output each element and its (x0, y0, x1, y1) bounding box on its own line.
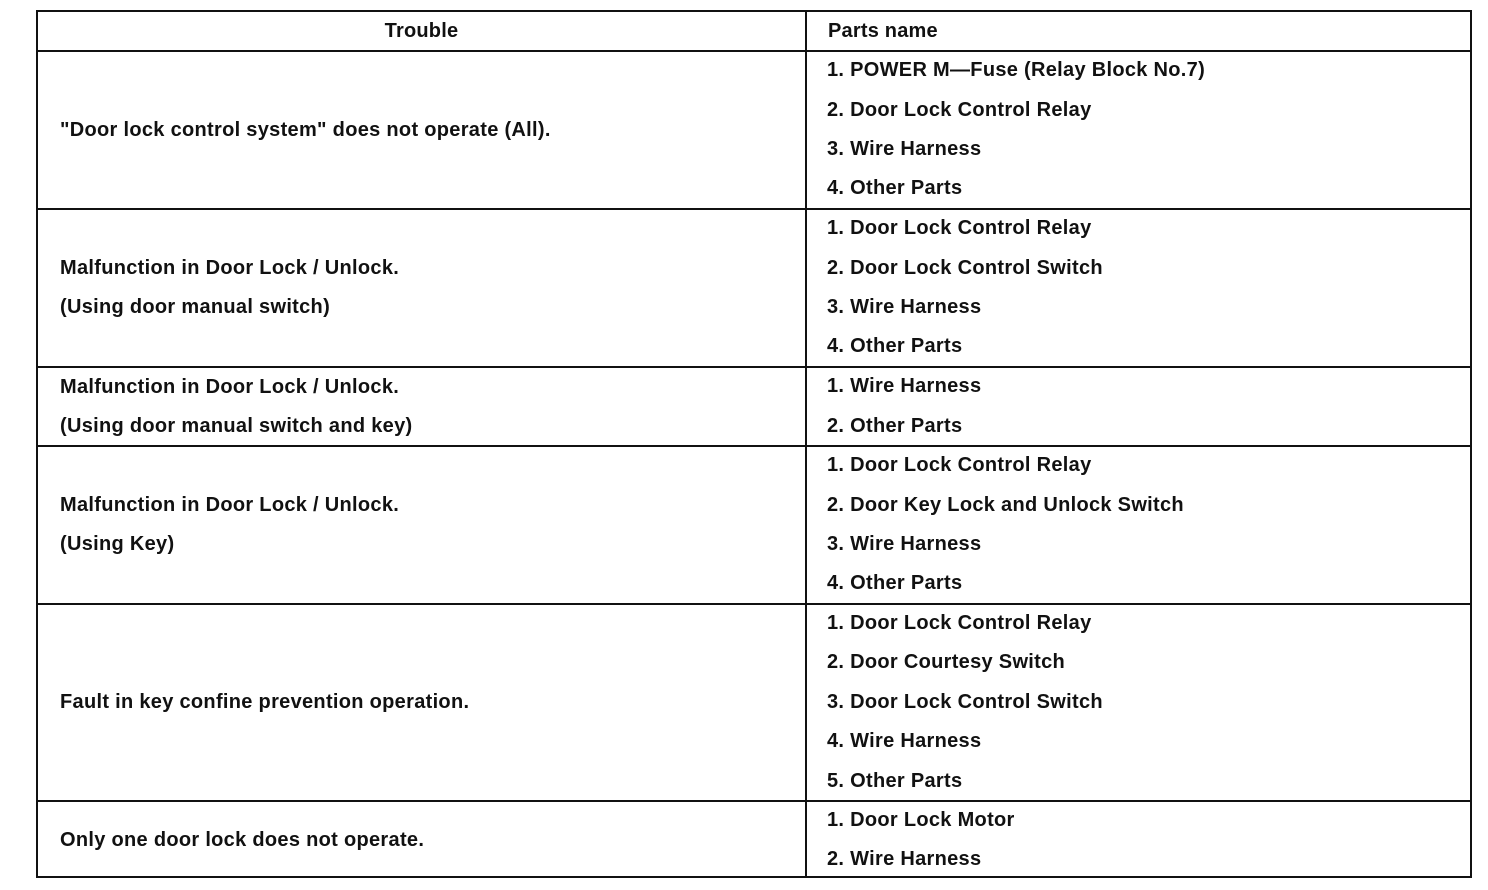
header-parts-name: Parts name (828, 19, 938, 42)
part-item: 2. Door Key Lock and Unlock Switch (827, 493, 1184, 516)
trouble-cell (60, 447, 790, 603)
part-item: 5. Other Parts (827, 769, 963, 792)
table-row (38, 210, 1470, 366)
trouble-text: Malfunction in Door Lock / Unlock. (60, 494, 400, 516)
parts-cell (827, 802, 1457, 878)
part-item: 3. Door Lock Control Switch (827, 690, 1103, 713)
part-item: 1. Door Lock Control Relay (827, 217, 1092, 240)
part-item: 4. Other Parts (827, 572, 963, 595)
table-row (38, 802, 1470, 878)
part-item: 1. Wire Harness (827, 375, 982, 398)
header-trouble: Trouble (384, 19, 459, 42)
parts-cell (827, 368, 1457, 445)
table-row (38, 368, 1470, 445)
trouble-text: "Door lock control system" does not operate (All). (60, 118, 551, 141)
trouble-cell (60, 802, 790, 878)
trouble-text: Malfunction in Door Lock / Unlock. (60, 257, 400, 279)
trouble-cell (60, 605, 790, 800)
trouble-text: Only one door lock does not operate. (60, 828, 425, 851)
part-item: 4. Wire Harness (827, 730, 982, 753)
trouble-text: Fault in key confine prevention operation. (60, 691, 470, 713)
trouble-text: (Using Key) (60, 533, 175, 555)
parts-cell (827, 447, 1457, 603)
part-item: 2. Other Parts (827, 414, 963, 437)
part-item: 4. Other Parts (827, 177, 963, 200)
part-item: 2. Door Lock Control Switch (827, 256, 1103, 279)
trouble-cell (60, 210, 790, 366)
part-item: 1. POWER M—Fuse (Relay Block No.7) (827, 59, 1206, 82)
trouble-text: (Using door manual switch and key) (60, 414, 413, 437)
table-row (38, 605, 1470, 800)
table-row (38, 447, 1470, 603)
part-item: 2. Door Lock Control Relay (827, 98, 1092, 121)
part-item: 4. Other Parts (827, 335, 963, 358)
trouble-cell (60, 52, 790, 208)
part-item: 1. Door Lock Control Relay (827, 454, 1092, 477)
table-row (38, 52, 1470, 208)
part-item: 2. Door Courtesy Switch (827, 651, 1066, 674)
part-item: 1. Door Lock Control Relay (827, 612, 1092, 635)
part-item: 3. Wire Harness (827, 296, 982, 318)
trouble-text: Malfunction in Door Lock / Unlock. (60, 375, 400, 398)
parts-cell (827, 210, 1457, 366)
trouble-cell (60, 368, 790, 445)
parts-cell (827, 52, 1457, 208)
part-item: 3. Wire Harness (827, 533, 982, 555)
part-item: 1. Door Lock Motor (827, 808, 1015, 831)
trouble-text: (Using door manual switch) (60, 296, 331, 318)
part-item: 2. Wire Harness (827, 848, 982, 870)
troubleshooting-table (36, 10, 1472, 878)
parts-cell (827, 605, 1457, 800)
part-item: 3. Wire Harness (827, 138, 982, 160)
